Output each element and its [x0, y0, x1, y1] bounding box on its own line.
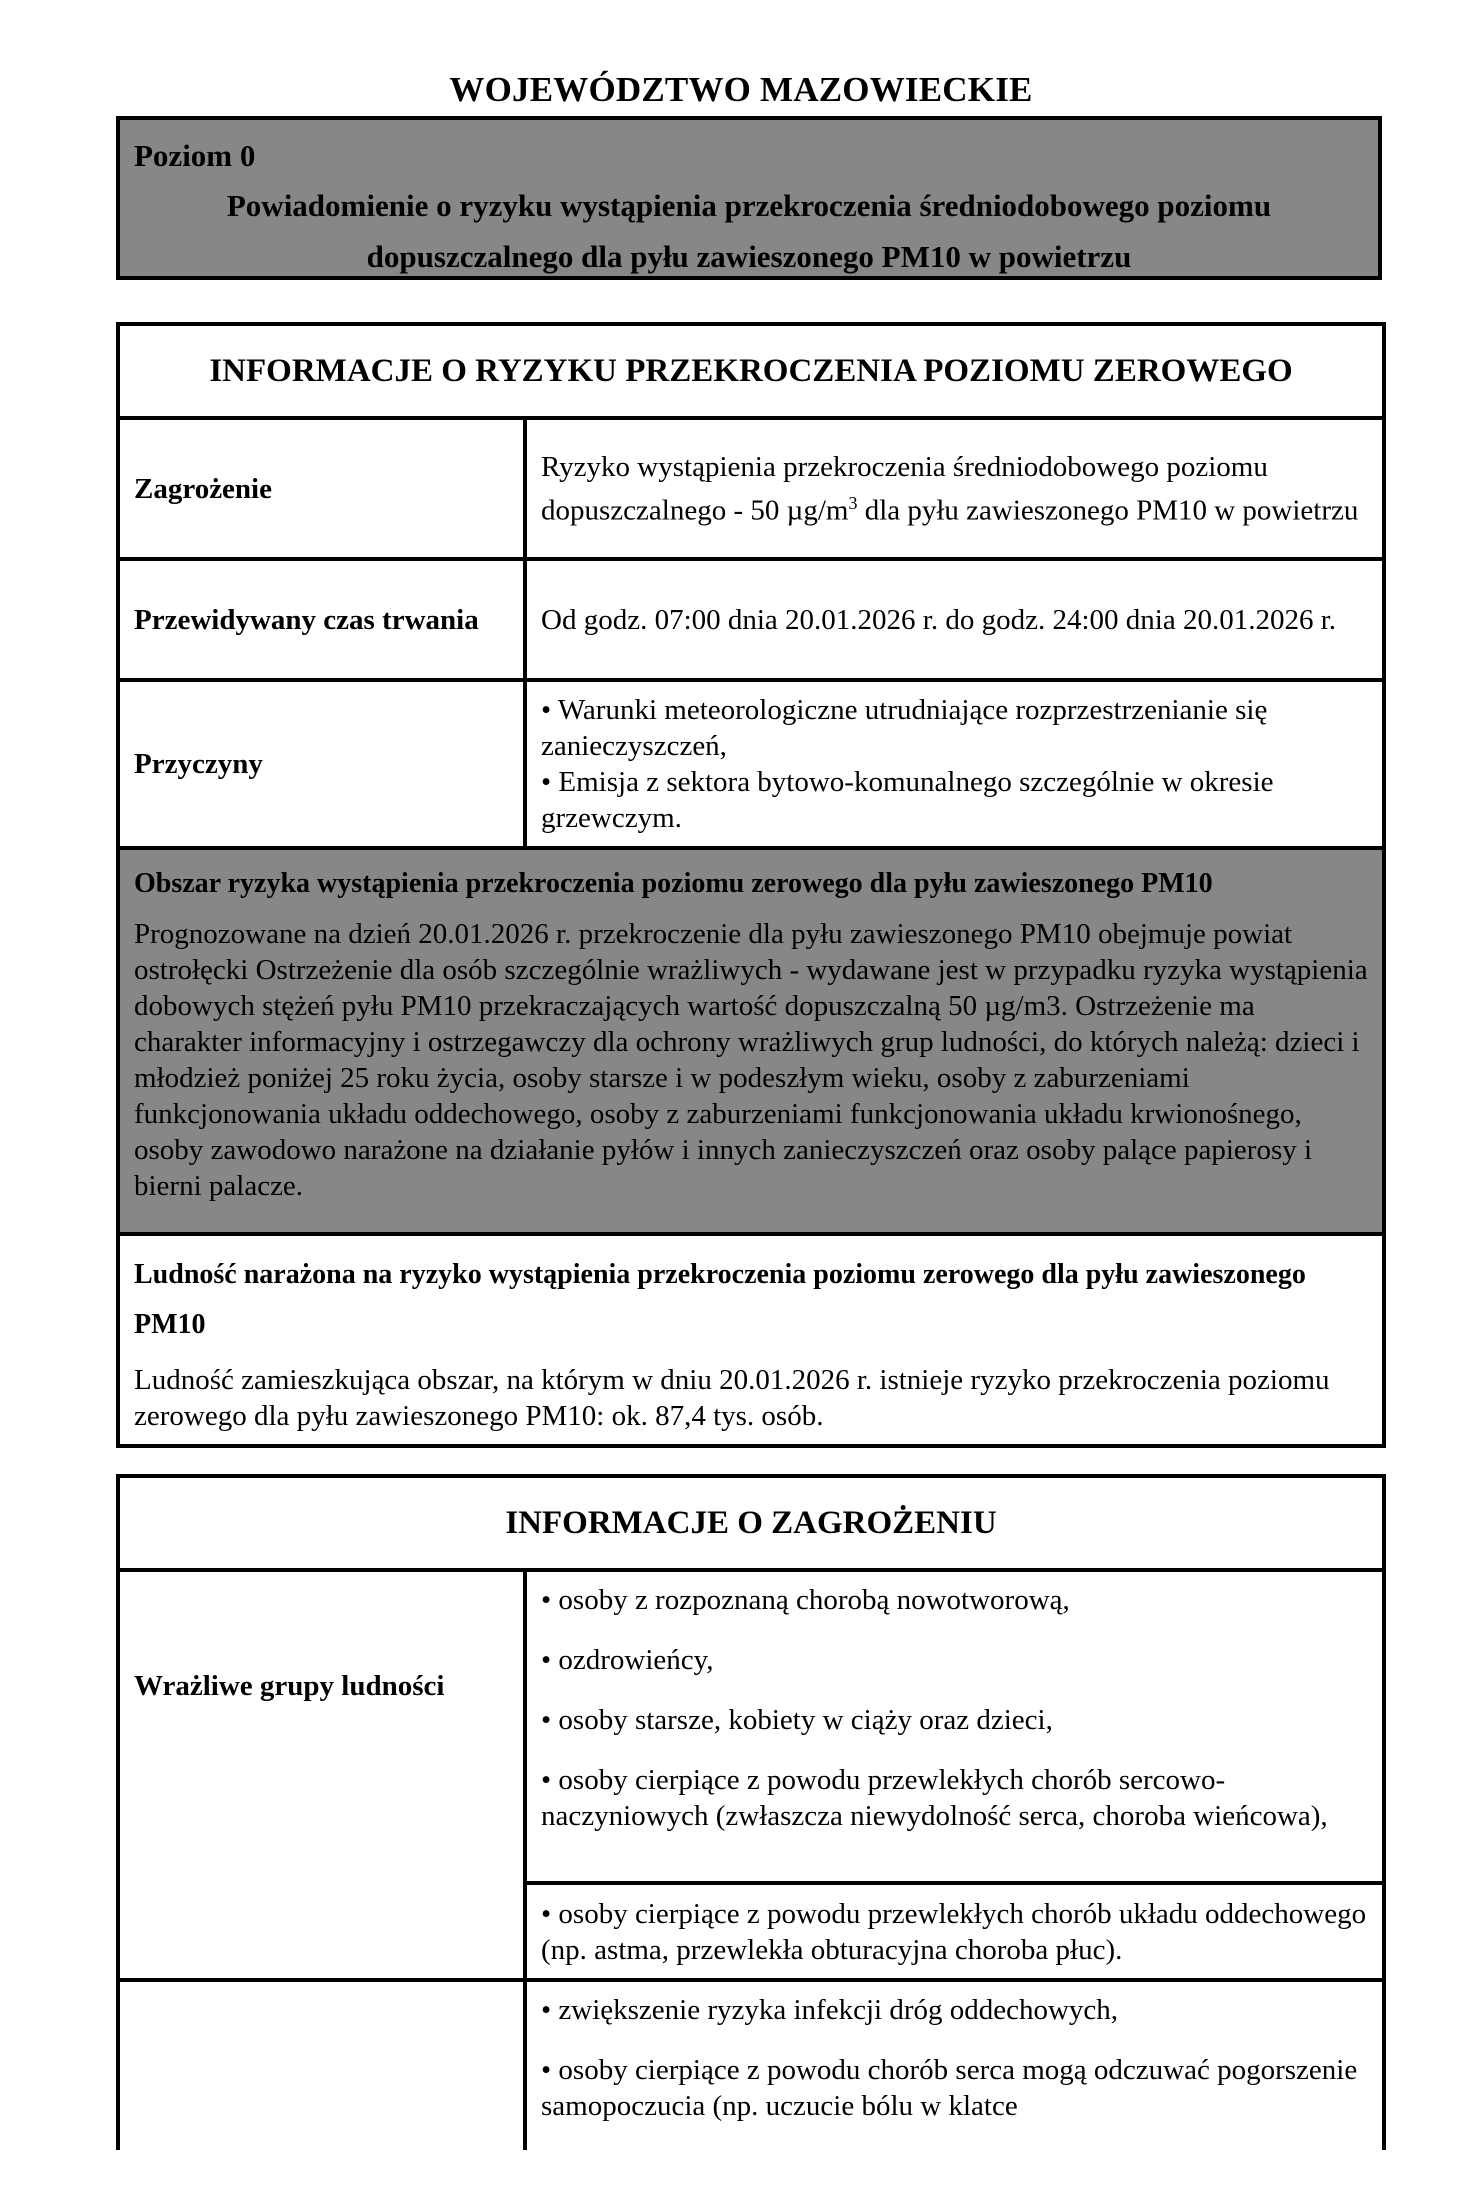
sensitive-group-extra: • osoby cierpiące z powodu przewlekłych chorób układu oddechowego (np. astma, przewlekła obturacyjna choroba płuc). [525, 1883, 1384, 1980]
sensitive-groups-list [525, 1570, 1384, 1883]
threat-info-header: INFORMACJE O ZAGROŻENIU [118, 1476, 1384, 1570]
alert-title: Powiadomienie o ryzyku wystąpienia przekroczenia średniodobowego poziomu dopuszczalnego dla pyłu zawieszonego PM10 w powietrzu [226, 188, 1272, 274]
risk-area-text: Prognozowane na dzień 20.01.2026 r. przekroczenie dla pyłu zawieszonego PM10 obejmuje powiat ostrołęcki Ostrzeżenie dla osób szczególnie wrażliwych - wydawane jest w przypadku ryzyka wystąpienia dobowych stężeń pyłu PM10 przekraczających wartość dopuszczalną 50 µg/m3. Ostrzeżenie ma charakter informacyjny i ostrzegawczy dla ochrony wrażliwych grup ludności, do których należą: dzieci i młodzież poniżej 25 roku życia, osoby starsze i w podeszłym wieku, osoby z zaburzeniami funkcjonowania układu oddechowego, osoby z zaburzeniami funkcjonowania układu krwionośnego, osoby zawodowo narażone na działanie pyłów i innych zanieczyszczeń oraz osoby palące papierosy i bierni palacze. [134, 918, 1368, 1202]
page-cutoff [0, 2150, 1482, 2187]
duration-label: Przewidywany czas trwania [118, 559, 525, 680]
population-title: Ludność narażona na ryzyko wystąpienia przekroczenia poziomu zerowego dla pyłu zawieszonego PM10 [134, 1259, 1306, 1340]
sensitive-group-item: • osoby cierpiące z powodu przewlekłych chorób sercowo-naczyniowych (zwłaszcza niewydolność serca, choroba wieńcowa), [541, 1764, 1328, 1832]
cause-item: • Warunki meteorologiczne utrudniające rozprzestrzenianie się zanieczyszczeń, [541, 694, 1268, 762]
threat-value-text-2: dla pyłu zawieszonego PM10 w powietrzu [857, 494, 1359, 527]
sensitive-group-item: • ozdrowieńcy, [541, 1644, 714, 1676]
threat-value [525, 418, 1384, 559]
population-section [118, 1234, 1384, 1446]
population-text: Ludność zamieszkująca obszar, na którym w dniu 20.01.2026 r. istnieje ryzyko przekroczenia poziomu zerowego dla pyłu zawieszonego PM10: ok. 87,4 tys. osób. [134, 1364, 1330, 1432]
risk-info-table [116, 322, 1386, 1448]
alert-level-banner [116, 116, 1382, 280]
effect-item: • zwiększenie ryzyka infekcji dróg oddechowych, [541, 1994, 1119, 2026]
cause-item: • Emisja z sektora bytowo-komunalnego szczególnie w okresie grzewczym. [541, 766, 1274, 834]
threat-label: Zagrożenie [118, 418, 525, 559]
risk-area-title: Obszar ryzyka wystąpienia przekroczenia poziomu zerowego dla pyłu zawieszonego PM10 [134, 868, 1213, 899]
effect-item: • osoby cierpiące z powodu chorób serca mogą odczuwać pogorszenie samopoczucia (np. uczucie bólu w klatce [541, 2054, 1358, 2122]
causes-label: Przyczyny [118, 680, 525, 848]
sensitive-groups-label: Wrażliwe grupy ludności [118, 1570, 525, 1980]
sensitive-group-item: • osoby starsze, kobiety w ciąży oraz dzieci, [541, 1704, 1053, 1736]
sensitive-group-item: • osoby z rozpoznaną chorobą nowotworową, [541, 1584, 1070, 1616]
duration-value: Od godz. 07:00 dnia 20.01.2026 r. do godz. 24:00 dnia 20.01.2026 r. [525, 559, 1384, 680]
region-title: WOJEWÓDZTWO MAZOWIECKIE [449, 70, 1033, 109]
threat-value-sup: 3 [848, 492, 858, 513]
causes-list [525, 680, 1384, 848]
threat-info-table [116, 1474, 1386, 2182]
risk-area-section [118, 848, 1384, 1234]
threat-value-text: Ryzyko wystąpienia przekroczenia średniodobowego poziomu dopuszczalnego - 50 µg/m [541, 450, 1268, 527]
alert-level: Poziom 0 [134, 138, 256, 173]
risk-info-header: INFORMACJE O RYZYKU PRZEKROCZENIA POZIOMU ZEROWEGO [118, 324, 1384, 418]
